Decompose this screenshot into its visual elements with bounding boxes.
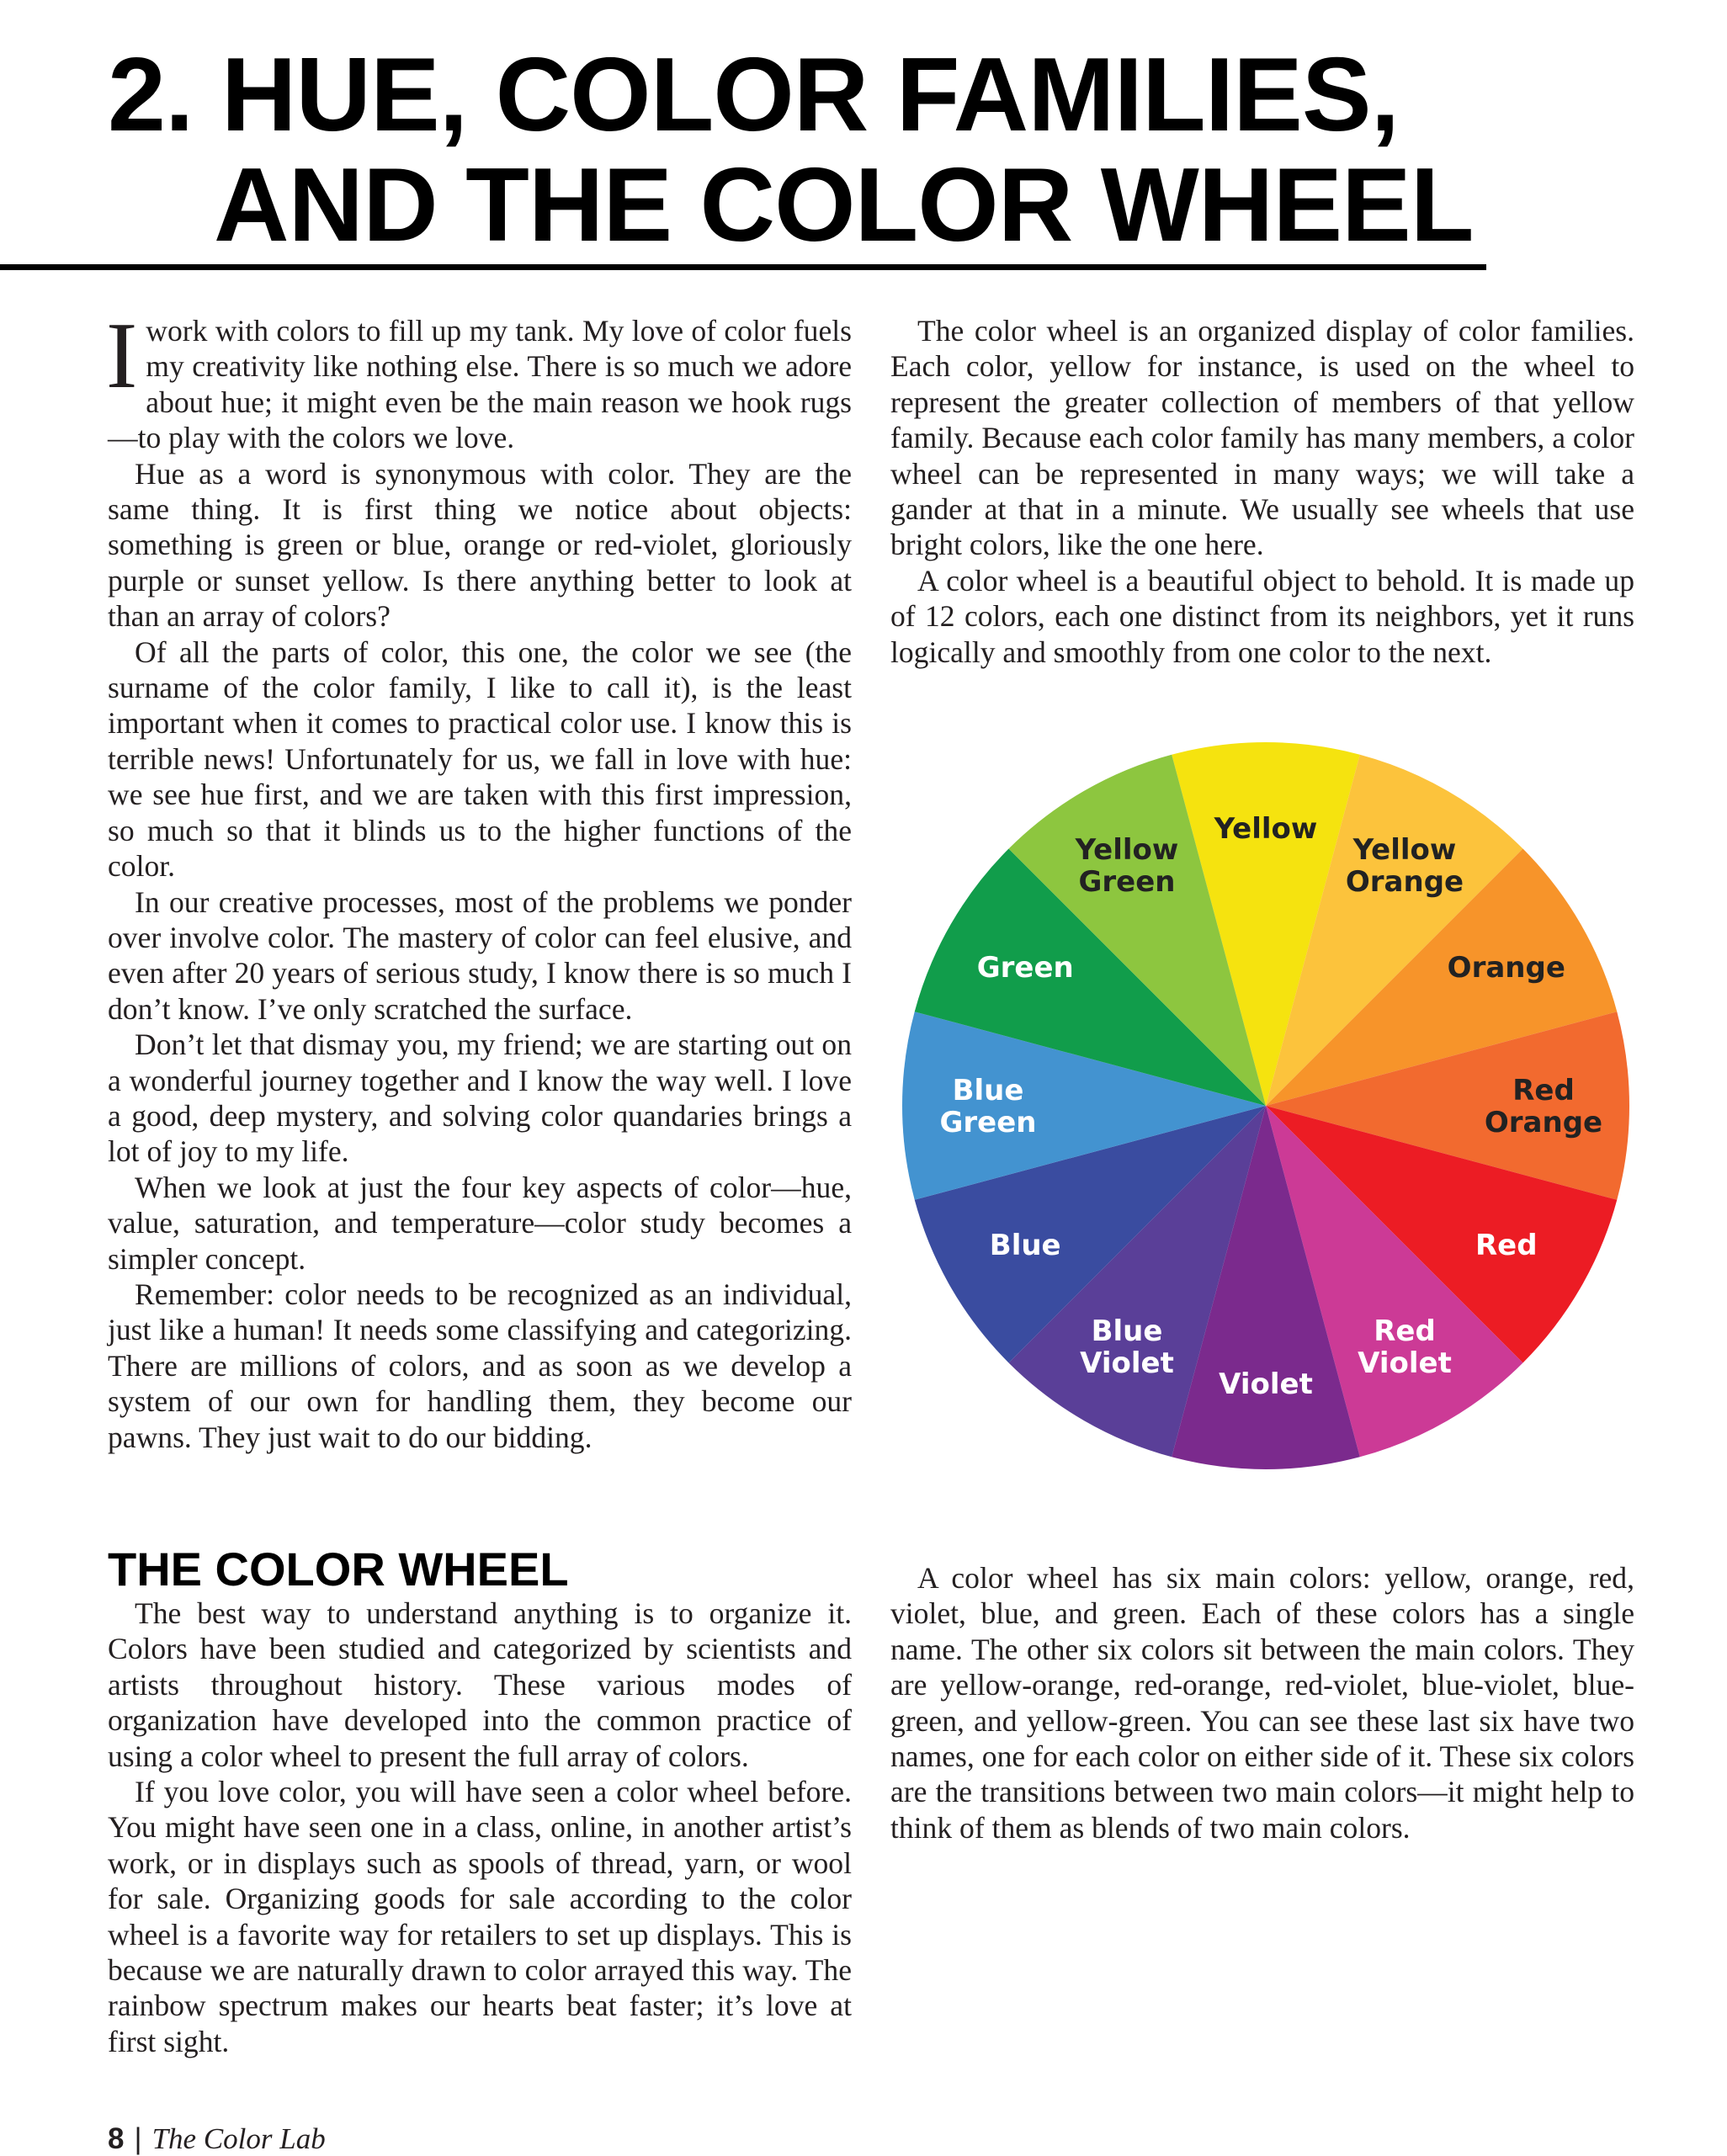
wheel-label-red: Red (1475, 1229, 1538, 1262)
wheel-label-blue-violet: Blue Violet (1080, 1314, 1174, 1380)
page-footer (108, 2122, 326, 2156)
footer-separator: | (134, 2122, 142, 2155)
wheel-label-yellow-orange: Yellow Orange (1345, 833, 1464, 900)
wheel-label-green: Green (976, 951, 1074, 985)
body-paragraph: In our creative processes, most of the problems we ponder over involve color. The mastery of color can feel elusive, and even after 20 years of serious study, I know there is so much I don’t know. I’ve only scratched the surface. (108, 884, 852, 1026)
body-paragraph: A color wheel has six main colors: yellow, orange, red, violet, blue, and green. Each of these colors has a single name. The other six colors sit between the main colors. They are yellow-orange, red-orange, red-violet, blue-violet, blue-green, and yellow-green. You can see these last six have two names, one for each color on either side of it. These six colors are the transitions between two main colors—it might help to think of them as blends of two main colors. (890, 1561, 1634, 1845)
left-column-body (106, 304, 852, 1455)
body-paragraph: The best way to understand anything is to organize it. Colors have been studied and categorized by scientists and artists throughout history. These various modes of organization have developed into the common practice of using a color wheel to present the full array of colors. (108, 1596, 852, 1773)
title-rule (0, 264, 1486, 270)
body-paragraph: The color wheel is an organized display of color families. Each color, yellow for instance, is used on the wheel to represent the greater collection of members of that yellow family. Because each color family has many members, a color wheel can be represented in many ways; we will take a gander at that in a minute. We usually see wheels that use bright colors, like the one here. (890, 314, 1634, 562)
page-number: 8 (108, 2122, 125, 2155)
body-paragraph: Don’t let that dismay you, my friend; we are starting out on a wonderful journey together and I know the way well. I love a good, deep mystery, and solving color quandaries brings a lot of joy to my life. (108, 1028, 852, 1169)
title-line-2: AND THE COLOR WHEEL (214, 147, 1474, 263)
wheel-label-red-orange: Red Orange (1484, 1074, 1603, 1139)
body-paragraph: A color wheel is a beautiful object to behold. It is made up of 12 colors, each one distinct from its neighbors, yet it runs logically and smoothly from one color to the next. (890, 563, 1634, 669)
wheel-label-orange: Orange (1447, 951, 1565, 985)
body-paragraph: Of all the parts of color, this one, the color we see (the surname of the color family, I like to call it), is the least important when it comes to practical color use. I know this is terrible news! Unfortunately for us, we fall in love with hue: we see hue first, and we are taken with this first impression, so much so that it blinds us to the higher functions of the color. (108, 635, 852, 884)
drop-cap: I (106, 304, 138, 408)
wheel-label-blue: Blue (989, 1229, 1061, 1262)
book-title: The Color Lab (151, 2122, 326, 2155)
wheel-label-blue-green: Blue Green (939, 1074, 1037, 1139)
body-paragraph: If you love color, you will have seen a color wheel before. You might have seen one in a class, online, in another artist’s work, or in displays such as spools of thread, yarn, or wool for sale. Organizing goods for sale according to the color wheel is a favorite way for retailers to set up displays. This is because we are naturally drawn to color arrayed this way. The rainbow spectrum makes our hearts beat faster; it’s love at first sight. (108, 1775, 852, 2058)
page-title (108, 37, 1474, 263)
wheel-label-violet: Violet (1219, 1367, 1313, 1401)
intro-paragraph-text: work with colors to fill up my tank. My love of color fuels my creativity like nothing else. There is so much we adore about hue; it might even be the main reason we hook rugs—to play with the colors we love. (108, 314, 852, 455)
body-paragraph: Remember: color needs to be recognized as an individual, just like a human! It needs some classifying and categorizing. There are millions of colors, and as soon as we develop a system of our own for handling them, they become our pawns. They just wait to do our bidding. (108, 1277, 852, 1454)
intro-paragraph (106, 304, 852, 456)
wheel-label-red-violet: Red Violet (1358, 1314, 1452, 1380)
section-heading: THE COLOR WHEEL (108, 1543, 569, 1596)
body-paragraph: When we look at just the four key aspects of color—hue, value, saturation, and temperature—color study becomes a simpler concept. (108, 1170, 852, 1276)
section-right-body (890, 1560, 1634, 1845)
body-paragraph: Hue as a word is synonymous with color. They are the same thing. It is first thing we notice about objects: something is green or blue, orange or red-violet, gloriously purple or sunset yellow. Is there anything better to look at than an array of colors? (108, 456, 852, 634)
section-left-body (108, 1596, 852, 2059)
title-line-1: 2. HUE, COLOR FAMILIES, (108, 37, 1400, 153)
wheel-label-yellow-green: Yellow Green (1075, 833, 1179, 900)
wheel-label-yellow: Yellow (1214, 812, 1318, 846)
color-wheel-figure (895, 735, 1636, 1476)
right-column-body (890, 313, 1634, 670)
